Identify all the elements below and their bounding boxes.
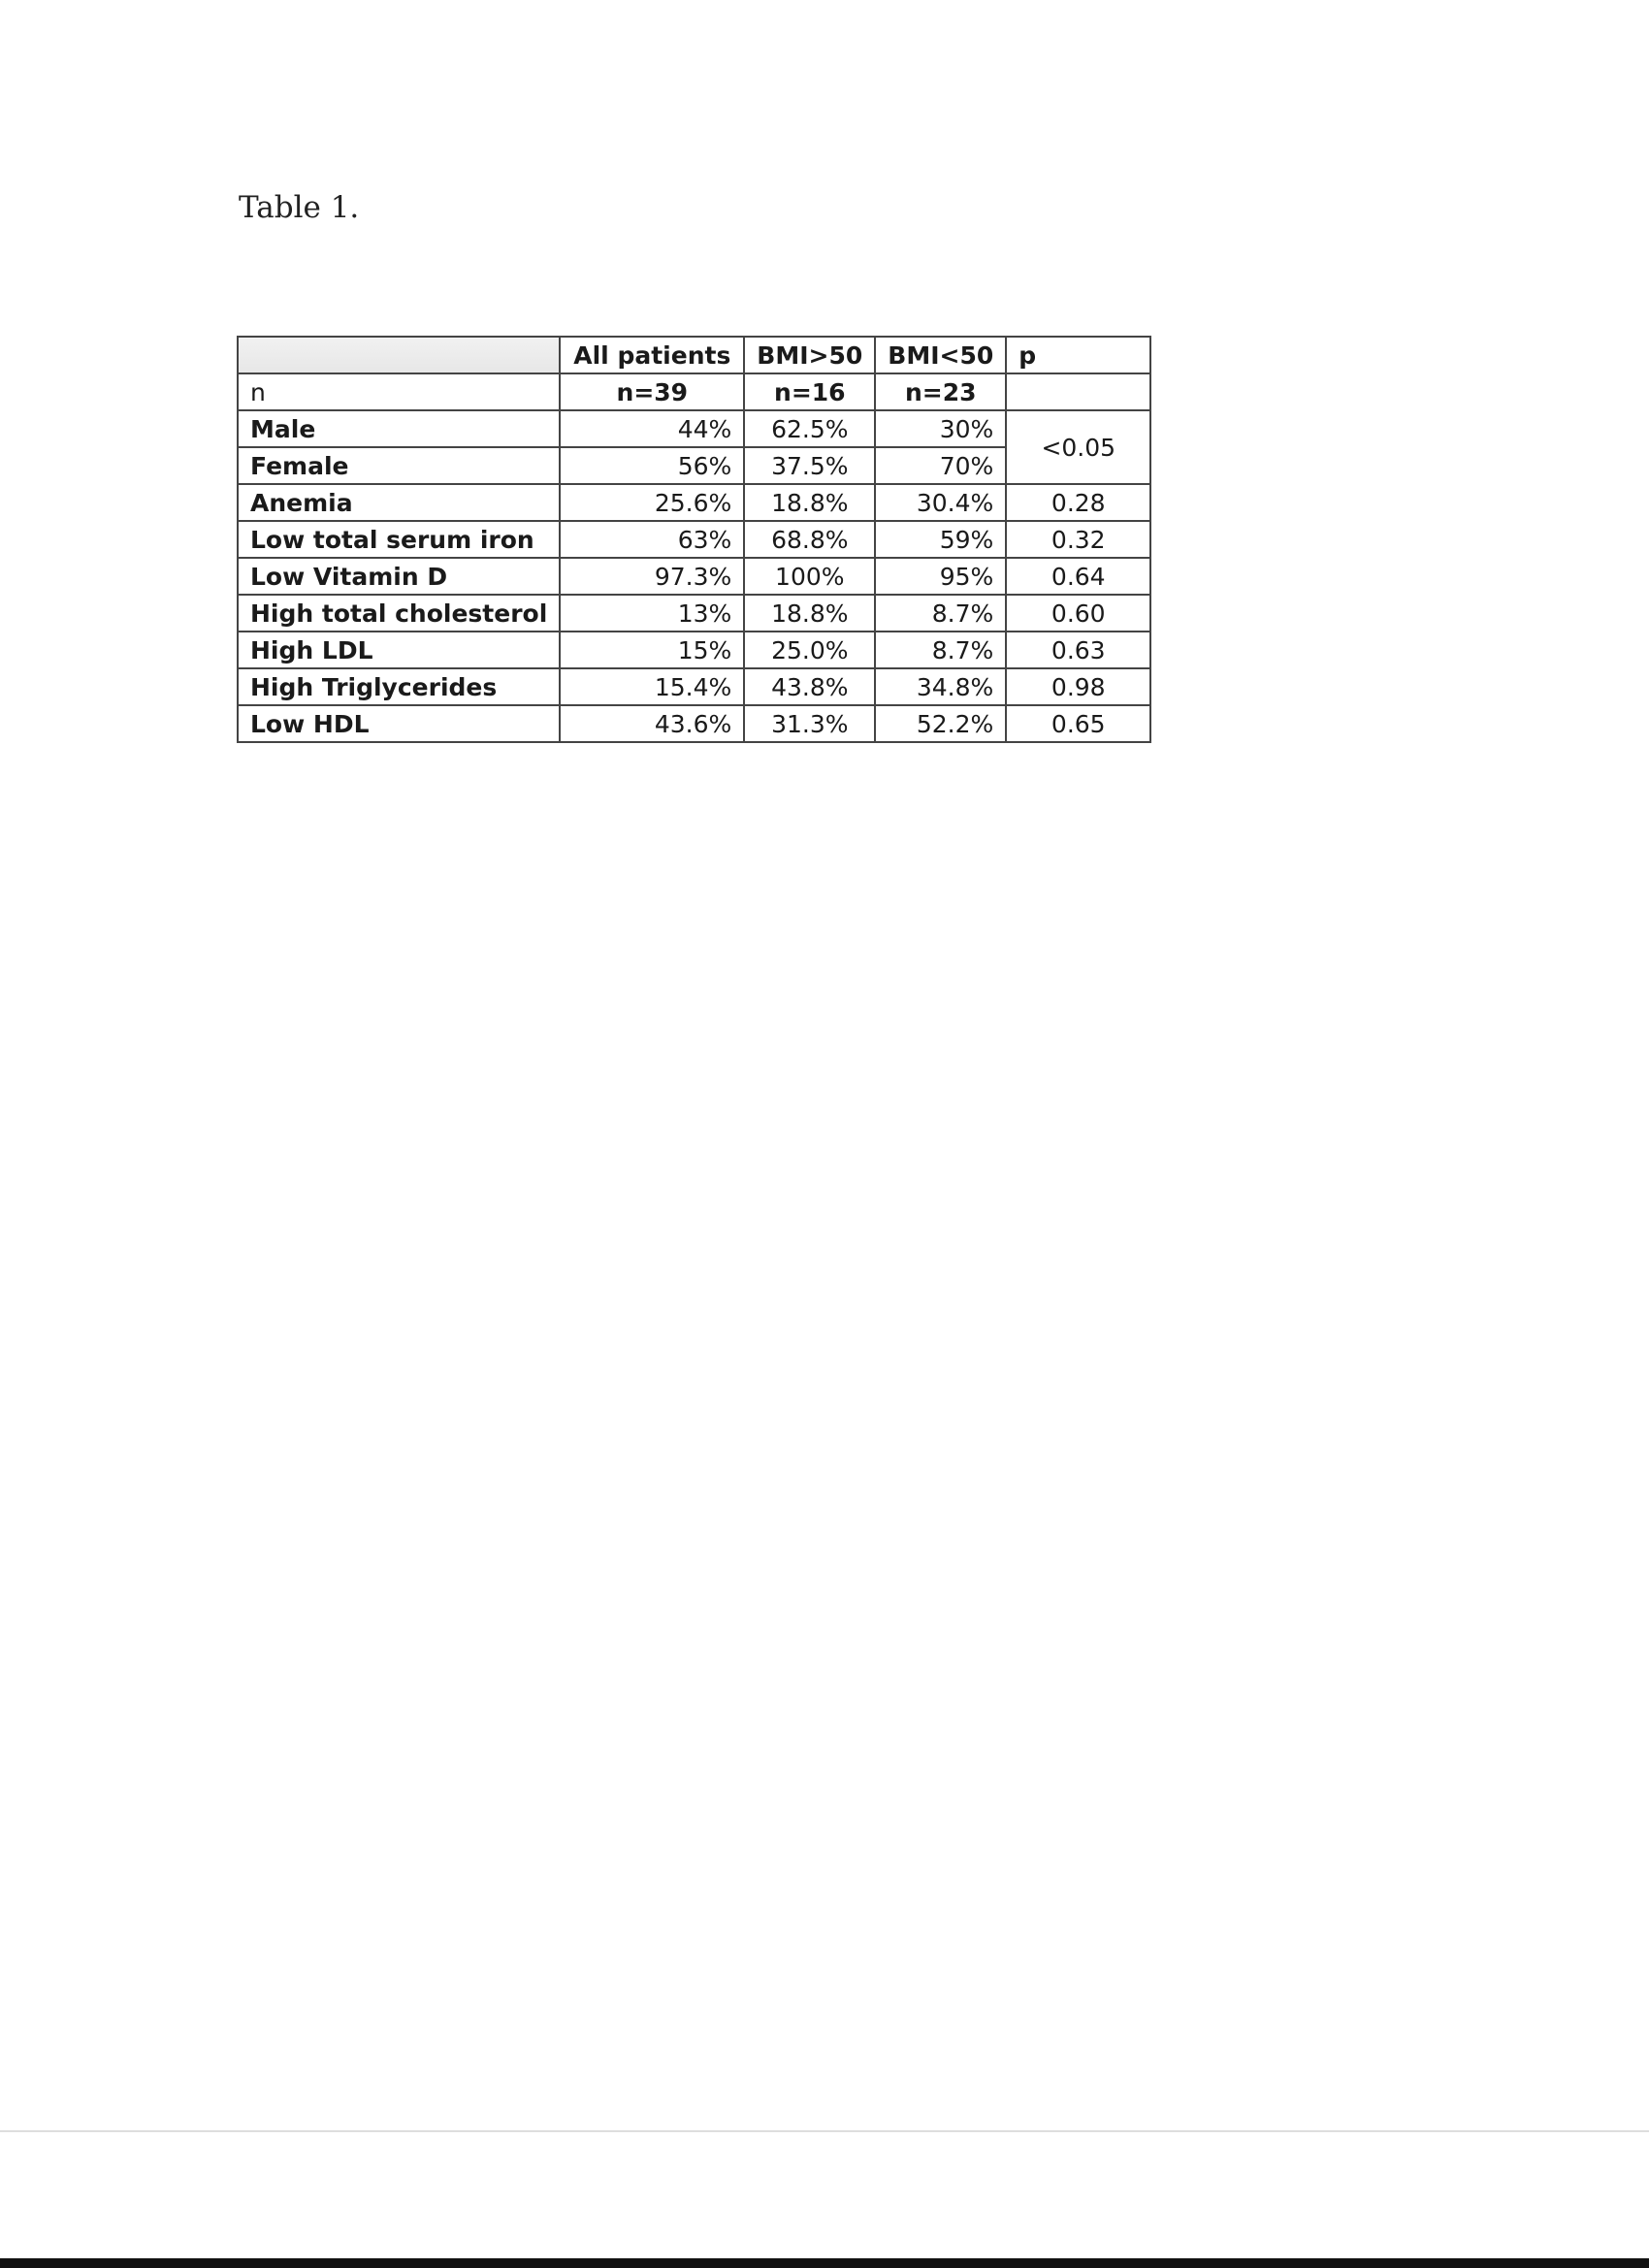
cell-bmi-gt50: 43.8% <box>744 668 875 705</box>
cell-bmi-gt50: 18.8% <box>744 484 875 521</box>
header-bmi-lt50: BMI<50 <box>875 337 1006 373</box>
cell-bmi-lt50: 95% <box>875 558 1006 595</box>
cell-p <box>1006 373 1150 410</box>
cell-bmi-gt50: n=16 <box>744 373 875 410</box>
table-row <box>238 558 1150 595</box>
cell-p: 0.60 <box>1006 595 1150 632</box>
results-table <box>237 336 1151 743</box>
scan-bottom-edge <box>0 2258 1649 2268</box>
cell-p: 0.32 <box>1006 521 1150 558</box>
table-header-row <box>238 337 1150 373</box>
header-bmi-gt50: BMI>50 <box>744 337 875 373</box>
cell-bmi-lt50: 59% <box>875 521 1006 558</box>
cell-p: 0.65 <box>1006 705 1150 742</box>
cell-bmi-lt50: 30.4% <box>875 484 1006 521</box>
scan-edge-divider <box>0 2130 1649 2132</box>
cell-bmi-lt50: 52.2% <box>875 705 1006 742</box>
cell-bmi-gt50: 18.8% <box>744 595 875 632</box>
cell-all: 15.4% <box>560 668 744 705</box>
table-row <box>238 668 1150 705</box>
cell-all: 56% <box>560 447 744 484</box>
row-label: Low total serum iron <box>238 521 560 558</box>
cell-all: 44% <box>560 410 744 447</box>
cell-bmi-lt50: n=23 <box>875 373 1006 410</box>
cell-all: 97.3% <box>560 558 744 595</box>
cell-all: 63% <box>560 521 744 558</box>
cell-p: 0.63 <box>1006 632 1150 668</box>
row-label: High LDL <box>238 632 560 668</box>
cell-all: n=39 <box>560 373 744 410</box>
cell-p: 0.98 <box>1006 668 1150 705</box>
cell-bmi-gt50: 100% <box>744 558 875 595</box>
cell-bmi-gt50: 25.0% <box>744 632 875 668</box>
header-all-patients: All patients <box>560 337 744 373</box>
table-row-n <box>238 373 1150 410</box>
table-row <box>238 410 1150 447</box>
cell-bmi-lt50: 70% <box>875 447 1006 484</box>
cell-p-sex: <0.05 <box>1006 410 1150 484</box>
cell-bmi-lt50: 8.7% <box>875 632 1006 668</box>
cell-bmi-gt50: 37.5% <box>744 447 875 484</box>
cell-all: 13% <box>560 595 744 632</box>
row-label: Anemia <box>238 484 560 521</box>
cell-bmi-gt50: 62.5% <box>744 410 875 447</box>
header-cell-blank <box>238 337 560 373</box>
row-label: High Triglycerides <box>238 668 560 705</box>
cell-bmi-gt50: 31.3% <box>744 705 875 742</box>
row-label: Low Vitamin D <box>238 558 560 595</box>
row-label: Female <box>238 447 560 484</box>
table-row <box>238 521 1150 558</box>
cell-all: 25.6% <box>560 484 744 521</box>
table-row <box>238 484 1150 521</box>
cell-bmi-lt50: 8.7% <box>875 595 1006 632</box>
header-p: p <box>1006 337 1150 373</box>
row-label: Male <box>238 410 560 447</box>
table-row <box>238 705 1150 742</box>
table-row <box>238 595 1150 632</box>
cell-all: 15% <box>560 632 744 668</box>
cell-bmi-gt50: 68.8% <box>744 521 875 558</box>
cell-bmi-lt50: 34.8% <box>875 668 1006 705</box>
cell-all: 43.6% <box>560 705 744 742</box>
table-caption: Table 1. <box>239 190 360 225</box>
cell-p: 0.64 <box>1006 558 1150 595</box>
row-label: n <box>238 373 560 410</box>
cell-p: 0.28 <box>1006 484 1150 521</box>
cell-bmi-lt50: 30% <box>875 410 1006 447</box>
row-label: High total cholesterol <box>238 595 560 632</box>
row-label: Low HDL <box>238 705 560 742</box>
table-row <box>238 632 1150 668</box>
